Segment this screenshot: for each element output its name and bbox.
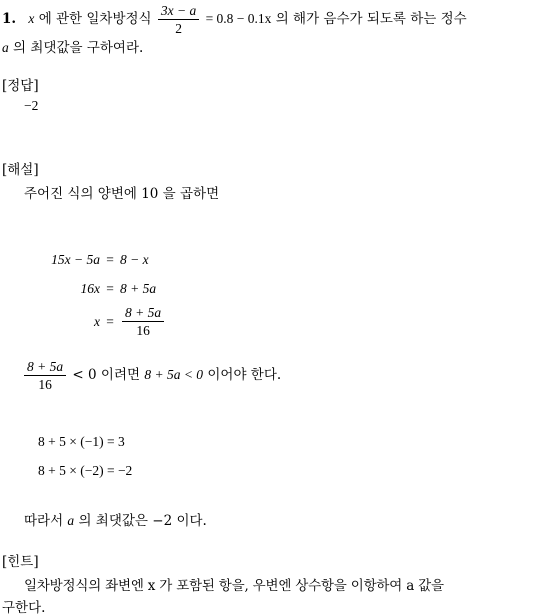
hint-line-1: 일차방정식의 좌변엔 x 가 포함된 항을, 우변엔 상수항을 이항하여 a 값을 xyxy=(24,578,444,594)
inequality-fraction xyxy=(24,358,66,393)
problem-frac-num: 3x − a xyxy=(158,2,199,20)
inequality-mid: < 0 이려면 xyxy=(72,367,141,383)
problem-text-b: 의 해가 음수가 되도록 하는 정수 xyxy=(275,11,467,27)
problem-fraction xyxy=(158,2,199,37)
inequality-den: 16 xyxy=(38,377,52,392)
problem-rhs: = 0.8 − 0.1x xyxy=(205,11,272,26)
conclusion-text-a: 따라서 xyxy=(24,513,64,529)
check-line-1: 8 + 5 × (−1) = 3 xyxy=(38,434,125,449)
check-line-2: 8 + 5 × (−2) = −2 xyxy=(38,463,133,478)
equation-3-den: 16 xyxy=(136,323,150,338)
equation-3-fraction xyxy=(122,304,164,339)
equation-3-lhs: x xyxy=(94,313,100,329)
equation-2-lhs: 16x xyxy=(80,281,100,296)
equation-row-3: x = $\frac{8 + 5a}{16}$ xyxy=(0,304,166,339)
problem-line2-text: 의 최댓값을 구하여라. xyxy=(13,40,144,56)
hint-line-2: 구한다. xyxy=(2,600,46,616)
inequality-line xyxy=(22,358,281,393)
equation-2-rhs: 8 + 5a xyxy=(120,281,157,296)
problem-line2-var: a xyxy=(2,40,9,55)
answer-label: [정답] xyxy=(2,78,39,94)
inequality-tail: 이어야 한다. xyxy=(207,367,282,383)
problem-number: 1. xyxy=(2,11,17,27)
equation-row-1: 15x − 5a = 8 − x xyxy=(0,252,149,268)
solution-intro: 주어진 식의 양변에 10 을 곱하면 xyxy=(24,186,220,202)
equation-1-rhs: 8 − x xyxy=(120,252,149,267)
problem-frac-den: 2 xyxy=(175,21,182,36)
problem-line-1 xyxy=(2,2,467,37)
equation-row-2: 16x = 8 + 5a xyxy=(0,281,156,297)
conclusion-var: a xyxy=(67,513,75,528)
equation-1-lhs: 15x − 5a xyxy=(51,252,100,267)
conclusion-text-b: 의 최댓값은 −2 이다. xyxy=(78,513,207,529)
inequality-num: 8 + 5a xyxy=(24,358,66,376)
hint-label: [힌트] xyxy=(2,554,39,570)
problem-line-2 xyxy=(2,36,143,56)
answer-value: −2 xyxy=(24,98,39,113)
conclusion-line xyxy=(24,509,207,529)
solution-label: [해설] xyxy=(2,162,39,178)
inequality-condition: 8 + 5a < 0 xyxy=(144,367,204,382)
problem-text-a: 에 관한 일차방정식 xyxy=(38,11,152,27)
problem-var-x: x xyxy=(28,11,35,26)
equation-3-num: 8 + 5a xyxy=(122,304,164,322)
